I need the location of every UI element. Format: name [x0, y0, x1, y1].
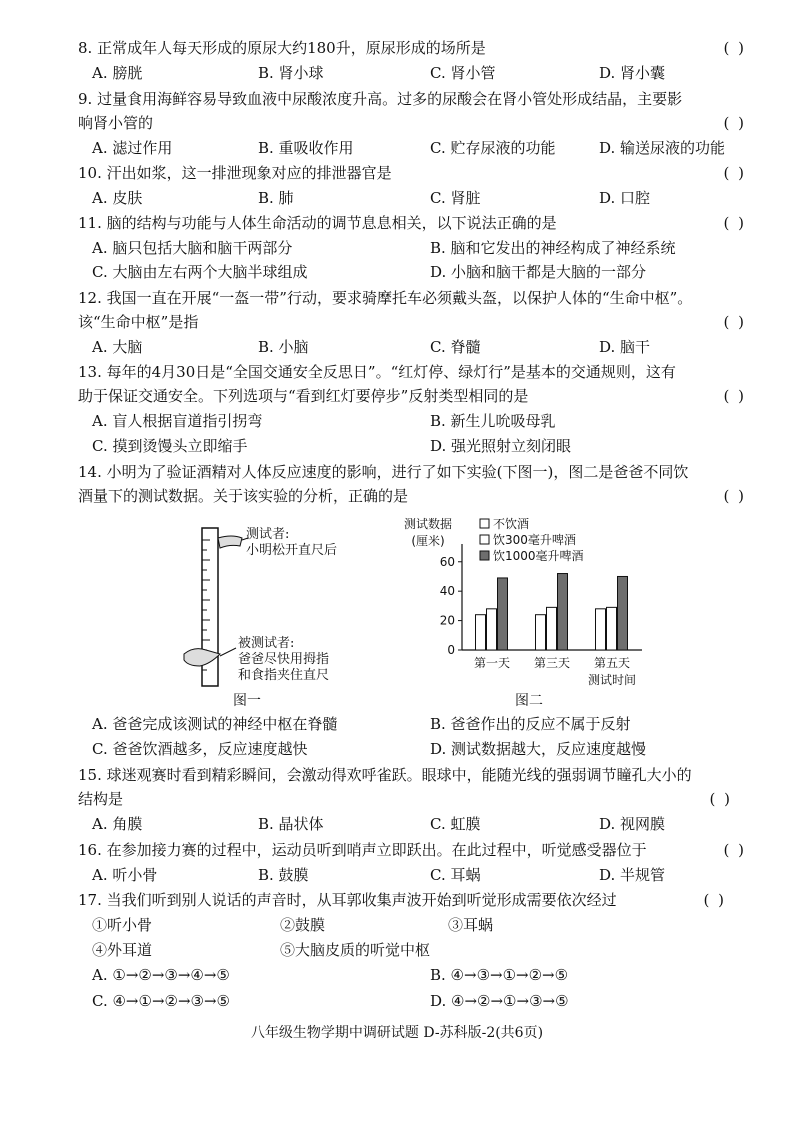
- option-c: C. ④→①→②→③→⑤: [92, 992, 230, 1010]
- x-tick-label: 第一天: [473, 656, 511, 670]
- question-stem-line2: 酒量下的测试数据。关于该实验的分析，正确的是: [78, 487, 409, 505]
- legend-swatch-2: [480, 535, 489, 544]
- answer-bracket: ( ): [723, 39, 746, 57]
- subject-label-line2: 爸爸尽快用拇指: [238, 652, 330, 667]
- question-10: [78, 161, 746, 185]
- figure-2-caption: 图二: [515, 693, 543, 709]
- options-q14-row2: [92, 737, 752, 761]
- y-tick-label: 40: [439, 584, 455, 599]
- option-a: A. 爸爸完成该测试的神经中枢在脊髓: [92, 715, 338, 733]
- option-c: C. 肾脏: [430, 189, 481, 207]
- option-b: B. 小脑: [258, 338, 309, 356]
- option-b: B. 脑和它发出的神经构成了神经系统: [430, 239, 676, 257]
- answer-bracket: ( ): [723, 114, 746, 132]
- legend-label-2: 饮300毫升啤酒: [493, 533, 576, 547]
- question-stem-line2: 助于保证交通安全。下列选项与“看到红灯要停步”反射类型相同的是: [78, 387, 529, 405]
- question-stem: 8. 正常成年人每天形成的原尿大约180升，原尿形成的场所是: [78, 39, 486, 57]
- options-q15: [92, 812, 752, 836]
- subject-label: [238, 636, 329, 684]
- options-q12: [92, 335, 752, 359]
- items-q17-row1: [92, 913, 752, 937]
- question-stem-line2: 该“生命中枢”是指: [78, 313, 199, 331]
- question-16: [78, 838, 746, 862]
- option-c: C. 摸到烫馒头立即缩手: [92, 437, 248, 455]
- options-q11-row1: [92, 236, 752, 260]
- bar-3: [498, 578, 508, 650]
- answer-bracket: ( ): [723, 387, 746, 405]
- question-stem: 13. 每年的4月30日是“全国交通安全反思日”。“红灯停、绿灯行”是基本的交通规则，这有: [78, 363, 676, 381]
- option-c: C. 脊髓: [430, 338, 481, 356]
- x-tick-label: 第三天: [533, 656, 571, 670]
- legend-label-3: 饮1000毫升啤酒: [493, 549, 584, 563]
- question-13: [78, 360, 746, 408]
- answer-bracket: ( ): [709, 790, 732, 808]
- items-q17-row2: [92, 938, 752, 962]
- item-1: ①听小骨: [92, 916, 153, 934]
- figure-1-caption: 图一: [233, 693, 261, 709]
- answer-bracket: ( ): [703, 891, 726, 909]
- option-a: A. 听小骨: [92, 866, 158, 884]
- question-stem: 17. 当我们听到别人说话的声音时，从耳郭收集声波开始到听觉形成需要依次经过: [78, 891, 617, 909]
- option-a: A. 盲人根据盲道指引拐弯: [92, 412, 263, 430]
- x-axis-label: 测试时间: [587, 673, 637, 687]
- option-b: B. 肾小球: [258, 64, 324, 82]
- question-stem: 10. 汗出如浆，这一排泄现象对应的排泄器官是: [78, 164, 392, 182]
- option-a: A. 大脑: [92, 338, 143, 356]
- options-q13-row2: [92, 434, 752, 458]
- option-d: D. 小脑和脑干都是大脑的一部分: [430, 263, 647, 281]
- question-12: [78, 286, 746, 334]
- options-q10: [92, 186, 752, 210]
- option-c: C. 肾小管: [430, 64, 496, 82]
- item-4: ④外耳道: [92, 941, 153, 959]
- option-b: B. 重吸收作用: [258, 139, 354, 157]
- subject-label-line1: 被测试者:: [238, 636, 295, 651]
- y-tick-label: 0: [447, 643, 455, 657]
- bar-1: [596, 609, 606, 650]
- options-q16: [92, 863, 752, 887]
- question-14: [78, 460, 746, 508]
- figure-1-ruler-experiment: [180, 520, 380, 710]
- option-a: A. 角膜: [92, 815, 143, 833]
- item-2: ②鼓膜: [280, 916, 326, 934]
- option-a: A. 皮肤: [92, 189, 143, 207]
- option-a: A. 膀胱: [92, 64, 143, 82]
- question-stem-line2: 响肾小管的: [78, 114, 154, 132]
- y-axis-label: 测试数据: [403, 517, 453, 531]
- options-q17-row1: [92, 963, 752, 987]
- options-q13-row1: [92, 409, 752, 433]
- question-17: [78, 888, 746, 912]
- option-d: D. 口腔: [599, 189, 651, 207]
- item-5: ⑤大脑皮质的听觉中枢: [280, 941, 431, 959]
- y-tick-label: 60: [439, 554, 455, 569]
- option-a: A. ①→②→③→④→⑤: [92, 966, 230, 984]
- question-stem: 14. 小明为了验证酒精对人体反应速度的影响，进行了如下实验(下图一)，图二是爸爸不同饮: [78, 463, 689, 481]
- legend-label-1: 不饮酒: [493, 517, 530, 531]
- option-c: C. 贮存尿液的功能: [430, 139, 556, 157]
- answer-bracket: ( ): [723, 164, 746, 182]
- options-q14-row1: [92, 712, 752, 736]
- option-b: B. 肺: [258, 189, 294, 207]
- option-c: C. 耳蜗: [430, 866, 481, 884]
- option-d: D. 肾小囊: [599, 64, 666, 82]
- option-d: D. 输送尿液的功能: [599, 139, 726, 157]
- option-d: D. 视网膜: [599, 815, 666, 833]
- legend-swatch-3: [480, 551, 489, 560]
- tester-label-line2: 小明松开直尺后: [246, 543, 338, 558]
- subject-label-line3: 和食指夹住直尺: [238, 668, 330, 683]
- answer-bracket: ( ): [723, 214, 746, 232]
- option-d: D. 半规管: [599, 866, 666, 884]
- figure-2-bar-chart: [392, 512, 662, 690]
- legend-swatch-1: [480, 519, 489, 528]
- question-stem: 16. 在参加接力赛的过程中，运动员听到哨声立即跃出。在此过程中，听觉感受器位于: [78, 841, 647, 859]
- option-b: B. 新生儿吮吸母乳: [430, 412, 556, 430]
- options-q9: [92, 136, 752, 160]
- options-q8: [92, 61, 752, 85]
- answer-bracket: ( ): [723, 487, 746, 505]
- option-a: A. 脑只包括大脑和脑干两部分: [92, 239, 293, 257]
- bar-chart-svg: [392, 512, 662, 690]
- answer-bracket: ( ): [723, 313, 746, 331]
- question-9: [78, 87, 746, 135]
- bar-3: [618, 576, 628, 650]
- tester-label: [246, 527, 337, 559]
- bar-2: [547, 607, 557, 650]
- question-11: [78, 211, 746, 235]
- option-b: B. ④→③→①→②→⑤: [430, 966, 569, 984]
- option-b: B. 鼓膜: [258, 866, 309, 884]
- tester-label-line1: 测试者:: [246, 527, 290, 542]
- question-stem-line2: 结构是: [78, 790, 124, 808]
- x-tick-label: 第五天: [593, 656, 631, 670]
- y-axis-unit: (厘米): [411, 534, 445, 548]
- option-c: C. 爸爸饮酒越多，反应速度越快: [92, 740, 308, 758]
- bar-2: [487, 609, 497, 650]
- question-stem: 11. 脑的结构与功能与人体生命活动的调节息息相关，以下说法正确的是: [78, 214, 557, 232]
- option-d: D. 脑干: [599, 338, 651, 356]
- options-q11-row2: [92, 260, 752, 284]
- question-8: [78, 36, 746, 60]
- question-15: [78, 763, 746, 811]
- option-d: D. ④→②→①→③→⑤: [430, 992, 569, 1010]
- option-a: A. 滤过作用: [92, 139, 173, 157]
- bar-1: [476, 615, 486, 650]
- option-b: B. 爸爸作出的反应不属于反射: [430, 715, 631, 733]
- option-d: D. 测试数据越大，反应速度越慢: [430, 740, 647, 758]
- page-footer: 八年级生物学期中调研试题 D-苏科版-2(共6页): [250, 1025, 544, 1041]
- question-stem: 12. 我国一直在开展“一盔一带”行动，要求骑摩托车必须戴头盔，以保护人体的“生命中枢”。: [78, 289, 693, 307]
- option-c: C. 虹膜: [430, 815, 481, 833]
- option-d: D. 强光照射立刻闭眼: [430, 437, 572, 455]
- option-b: B. 晶状体: [258, 815, 324, 833]
- bar-3: [558, 574, 568, 650]
- question-stem: 9. 过量食用海鲜容易导致血液中尿酸浓度升高。过多的尿酸会在肾小管处形成结晶，主要影: [78, 90, 683, 108]
- item-3: ③耳蜗: [448, 916, 494, 934]
- question-stem: 15. 球迷观赛时看到精彩瞬间，会激动得欢呼雀跃。眼球中，能随光线的强弱调节瞳孔大小的: [78, 766, 692, 784]
- option-c: C. 大脑由左右两个大脑半球组成: [92, 263, 308, 281]
- bar-2: [607, 607, 617, 650]
- answer-bracket: ( ): [723, 841, 746, 859]
- bar-1: [536, 615, 546, 650]
- options-q17-row2: [92, 989, 752, 1013]
- y-tick-label: 20: [439, 613, 455, 628]
